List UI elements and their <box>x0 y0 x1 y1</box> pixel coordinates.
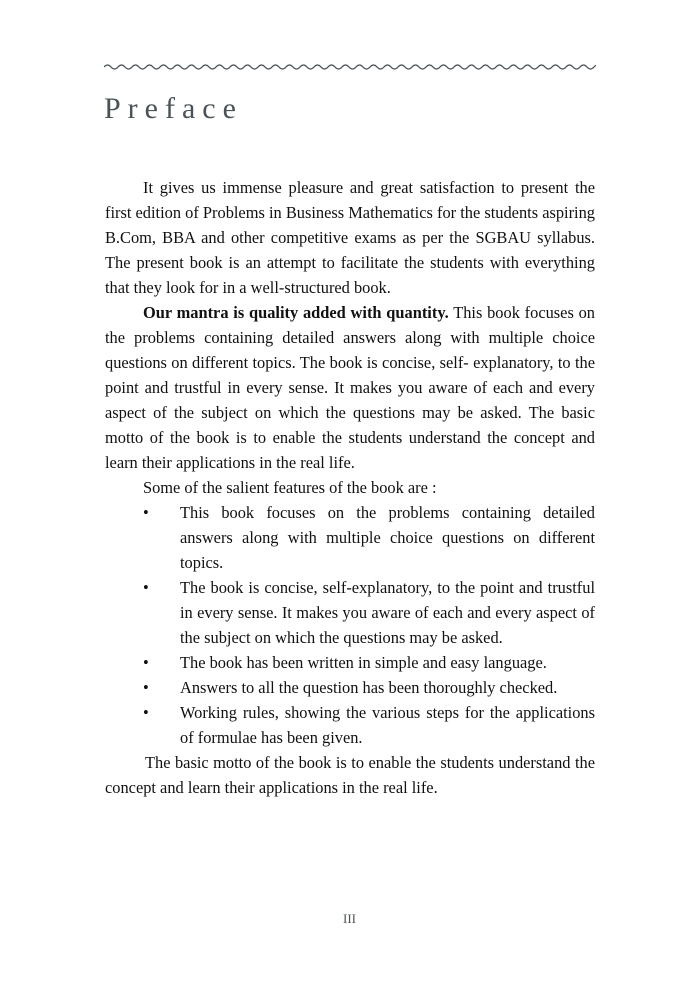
paragraph-closing: The basic motto of the book is to enable the students understand the concept and learn their applications in the real life. <box>105 753 595 797</box>
bullet-icon: • <box>143 678 149 697</box>
bullet-icon: • <box>143 703 149 722</box>
list-item-text: Answers to all the question has been thoroughly checked. <box>180 678 558 697</box>
bullet-icon: • <box>143 503 149 522</box>
paragraph-features-intro: Some of the salient features of the book are : <box>143 478 437 497</box>
mantra-bold: Our mantra is quality added with quantity. <box>143 303 449 322</box>
wavy-divider <box>104 61 596 73</box>
paragraph-intro: It gives us immense pleasure and great satisfaction to present the first edition of Problems in Business Mathematics for the students aspiring B.Com, BBA and other competitive exams as per the SGBAU syllabus. The present book is an attempt to facilitate the students with everything that they look for in a well-structured book. <box>105 178 595 297</box>
list-item-text: The book has been written in simple and easy language. <box>180 653 547 672</box>
list-item <box>105 700 595 750</box>
list-item-text: The book is concise, self-explanatory, to the point and trustful in every sense. It makes you aware of each and every aspect of the subject on which the questions may be asked. <box>180 578 595 647</box>
preface-body <box>105 175 595 800</box>
list-item <box>105 575 595 650</box>
bullet-icon: • <box>143 653 149 672</box>
bullet-icon: • <box>143 578 149 597</box>
mantra-text: This book focuses on the problems containing detailed answers along with multiple choice questions on different topics. The book is concise, self- explanatory, to the point and trustful in every sense. It makes you aware of each and every aspect of the subject on which the questions may be asked. The basic motto of the book is to enable the students understand the concept and learn their applications in the real life. <box>105 303 595 472</box>
list-item-text: Working rules, showing the various steps for the applications of formulae has been given. <box>180 703 595 747</box>
list-item <box>105 500 595 575</box>
features-list <box>105 500 595 750</box>
page-title: Preface <box>104 92 243 125</box>
list-item-text: This book focuses on the problems containing detailed answers along with multiple choice questions on different topics. <box>180 503 595 572</box>
list-item <box>105 650 595 675</box>
page-number: III <box>343 911 356 926</box>
list-item <box>105 675 595 700</box>
paragraph-mantra <box>105 300 595 475</box>
